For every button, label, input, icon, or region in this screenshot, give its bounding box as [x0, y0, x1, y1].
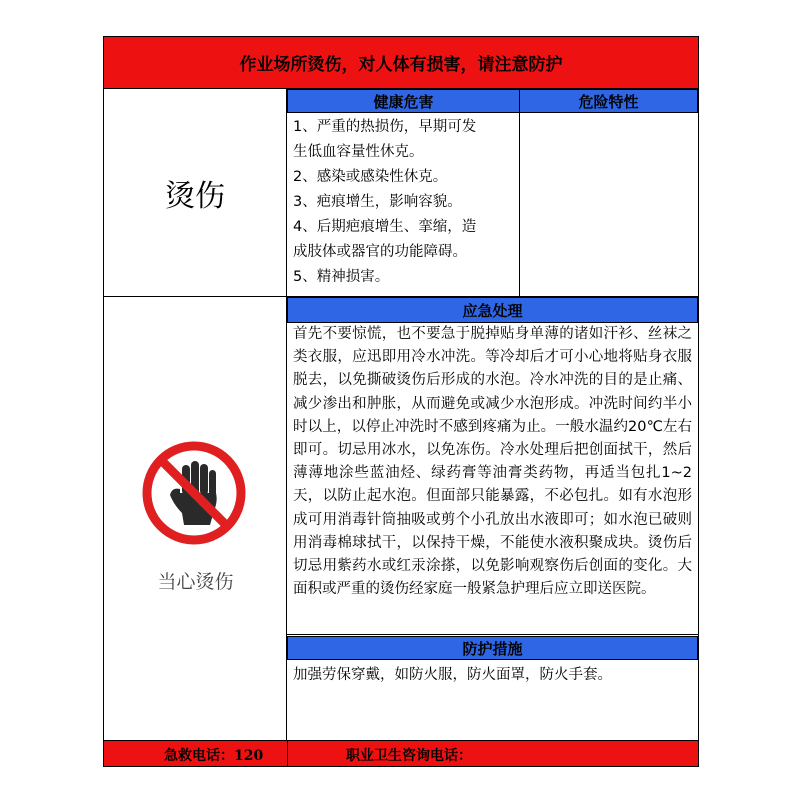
consult-phone: 职业卫生咨询电话： [346, 748, 472, 764]
protection-header [287, 636, 698, 660]
health-line: 2、感染或感染性休克。 [293, 169, 448, 185]
health-line: 1、严重的热损伤，早期可发 [293, 119, 477, 135]
protection-body: 加强劳保穿戴，如防火服，防火面罩，防火手套。 [293, 667, 612, 683]
emergency-header [287, 297, 698, 323]
emergency-body: 首先不要惊慌，也不要急于脱掉贴身单薄的诸如汗衫、丝袜之类衣服，应迅即用冷水冲洗。等冷却后才可小心地将贴身衣服脱去，以免撕破烫伤后形成的水泡。冷水冲洗的目的是止痛、减少渗出和肿胀，从而避免或减少水泡形成。冲洗时间约半小时以上，以停止冲洗时不感到疼痛为止。一般水温约20℃左右即可。切忌用冰水，以免冻伤。冷水处理后把创面拭干，然后薄薄地涂些蓝油烃、绿药膏等油膏类药物，再适当包扎1~2天，以防止起水泡。但面部只能暴露，不必包扎。如有水泡形成可用消毒针筒抽吸或剪个小孔放出水液即可；如水泡已破则用消毒棉球拭干，以保持干燥，不能使水液积聚成块。烫伤后切忌用紫药水或红汞涂搽，以免影响观察伤后创面的变化。大面积或严重的烫伤经家庭一般紧急护理后应立即送医院。 [287, 323, 698, 635]
health-line: 生低血容量性休克。 [293, 144, 424, 160]
footer-divider [287, 741, 288, 766]
emergency-phone: 急救电话：120 [164, 748, 264, 764]
sign-label: 当心烫伤 [157, 571, 234, 593]
health-line: 成肢体或器官的功能障碍。 [293, 244, 467, 260]
health-line: 5、精神损害。 [293, 269, 390, 285]
sign-cell [104, 297, 287, 740]
safety-notice-card [103, 36, 699, 767]
danger-property-header-label: 危险特性 [578, 92, 639, 111]
health-line: 4、后期疤痕增生、挛缩，造 [293, 219, 477, 235]
health-hazard-header-label: 健康危害 [373, 92, 434, 111]
hazard-name-cell [104, 89, 287, 297]
health-hazard-header [287, 89, 520, 113]
no-touching-sign-icon [142, 441, 246, 545]
health-hazard-body [287, 113, 520, 297]
emergency-header-label: 应急处理 [462, 301, 523, 320]
danger-property-body [520, 113, 698, 297]
footer-bar [104, 740, 698, 766]
top-banner [104, 37, 698, 89]
protection-header-label: 防护措施 [462, 639, 523, 658]
danger-property-header [519, 89, 698, 113]
health-line: 3、疤痕增生，影响容貌。 [293, 194, 462, 210]
hazard-name: 烫伤 [165, 178, 225, 214]
banner-text: 作业场所烫伤，对人体有损害，请注意防护 [239, 55, 563, 75]
